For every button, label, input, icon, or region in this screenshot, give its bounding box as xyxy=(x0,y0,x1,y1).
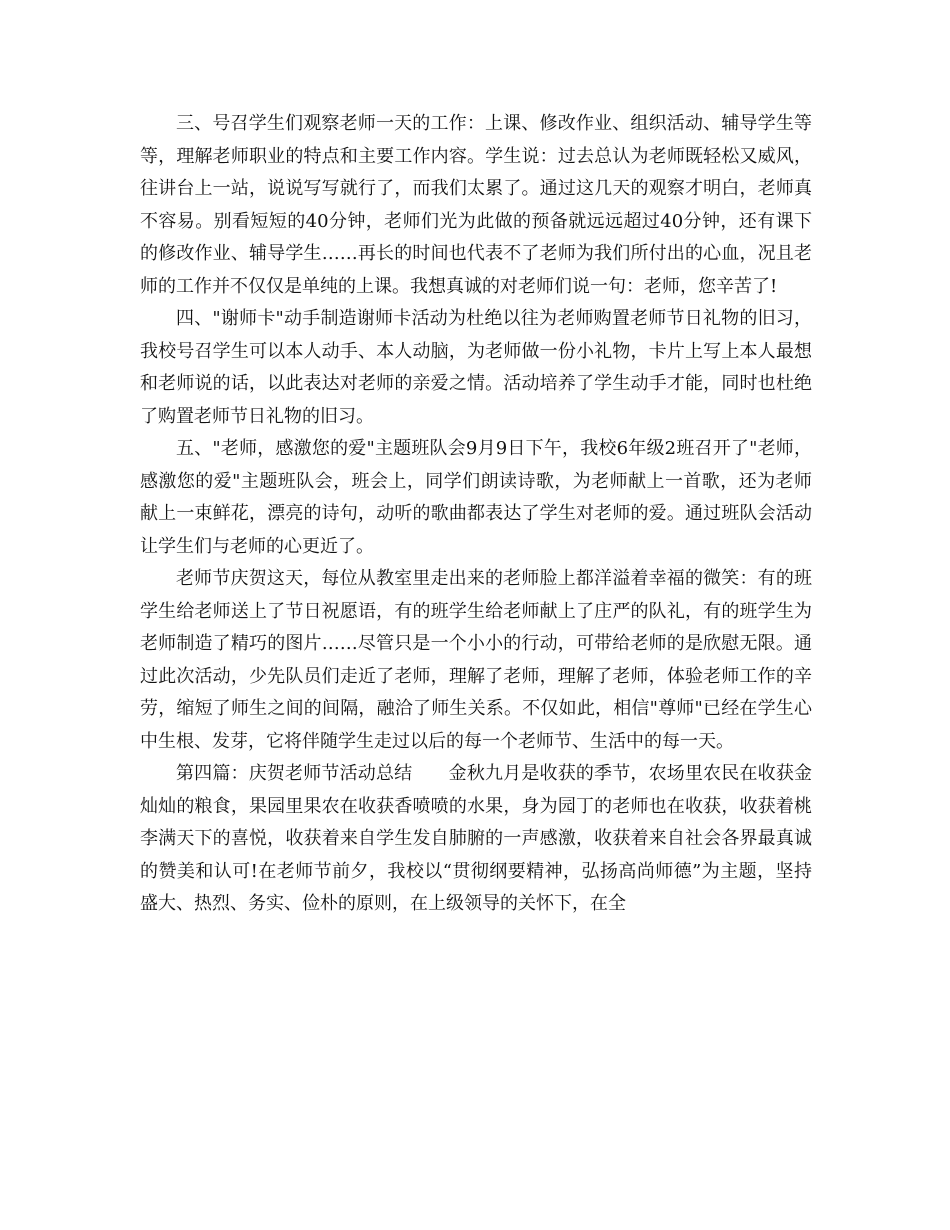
paragraph-teacher-observation: 三、号召学生们观察老师一天的工作：上课、修改作业、组织活动、辅导学生等等，理解老师职业的特点和主要工作内容。学生说：过去总认为老师既轻松又威风，往讲台上一站，说说写写就行了，而我们太累了。通过这几天的观察才明白，老师真不容易。别看短短的40分钟，老师们光为此做的预备就远远超过40分钟，还有课下的修改作业、辅导学生……再长的时间也代表不了老师为我们所付出的心血，况且老师的工作并不仅仅是单纯的上课。我想真诚的对老师们说一句：老师，您辛苦了! xyxy=(140,113,812,297)
paragraph-teachers-day-celebration: 老师节庆贺这天，每位从教室里走出来的老师脸上都洋溢着幸福的微笑：有的班学生给老师送上了节日祝愿语，有的班学生给老师献上了庄严的队礼，有的班学生为老师制造了精巧的图片……尽管只是一个小小的行动，可带给老师的是欣慰无限。通过此次活动，少先队员们走近了老师，理解了老师，理解了老师，体验老师工作的辛劳，缩短了师生之间的间隔，融洽了师生关系。不仅如此，相信"尊师"已经在学生心中生根、发芽，它将伴随学生走过以后的每一个老师节、生活中的每一天。 xyxy=(140,568,812,752)
document-body xyxy=(140,108,812,921)
paragraph-thank-teacher-card: 四、"谢师卡"动手制造谢师卡活动为杜绝以往为老师购置老师节日礼物的旧习，我校号召学生可以本人动手、本人动脑，为老师做一份小礼物，卡片上写上本人最想和老师说的话，以此表达对老师的亲爱之情。活动培养了学生动手才能，同时也杜绝了购置老师节日礼物的旧习。 xyxy=(140,308,812,427)
paragraph-fourth-article: 第四篇：庆贺老师节活动总结 金秋九月是收获的季节，农场里农民在收获金灿灿的粮食，果园里果农在收获香喷喷的水果，身为园丁的老师也在收获，收获着桃李满天下的喜悦，收获着来自学生发自肺腑的一声感激，收获着来自社会各界最真诚的赞美和认可!在老师节前夕，我校以“贯彻纲要精神，弘扬高尚师德”为主题，坚持盛大、热烈、务实、俭朴的原则，在上级领导的关怀下，在全 xyxy=(140,763,812,914)
paragraph-class-meeting: 五、"老师，感激您的爱"主题班队会9月9日下午，我校6年级2班召开了"老师，感激您的爱"主题班队会，班会上，同学们朗读诗歌，为老师献上一首歌，还为老师献上一束鲜花，漂亮的诗句，动听的歌曲都表达了学生对老师的爱。通过班队会活动让学生们与老师的心更近了。 xyxy=(140,438,812,557)
